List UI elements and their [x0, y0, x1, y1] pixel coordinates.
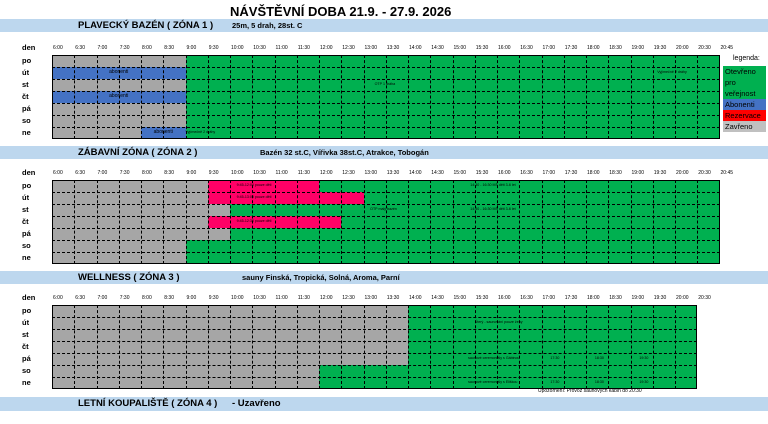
day-label: po	[22, 56, 32, 65]
time-header: 10:00	[231, 295, 244, 301]
column-divider	[275, 55, 276, 139]
time-header: 16:30	[520, 170, 533, 176]
column-divider	[542, 180, 543, 264]
day-label: čt	[22, 342, 29, 351]
schedule-note: 19:30	[639, 380, 649, 384]
schedule-note: OTP 1 dráha	[374, 82, 396, 86]
column-divider	[408, 305, 409, 389]
time-header: 18:00	[587, 45, 600, 51]
time-header: 8:00	[142, 170, 152, 176]
day-label: st	[22, 80, 29, 89]
column-divider	[97, 305, 98, 389]
zone-band	[0, 271, 768, 284]
time-header: 6:00	[53, 170, 63, 176]
column-divider	[430, 55, 431, 139]
time-header: 10:00	[231, 45, 244, 51]
schedule-note: 19:30	[639, 356, 649, 360]
zone-description: sauny Finská, Tropická, Solná, Aroma, Parní	[242, 273, 400, 282]
column-divider	[631, 305, 632, 389]
schedule-note: saunové ceremoniály s Eliškou	[468, 380, 518, 384]
column-divider	[386, 55, 387, 139]
zone-title: WELLNESS ( ZÓNA 3 )	[78, 272, 180, 283]
column-divider	[475, 180, 476, 264]
time-header: 11:00	[275, 170, 288, 176]
column-divider	[186, 55, 187, 139]
column-divider	[230, 305, 231, 389]
column-divider	[364, 55, 365, 139]
column-divider	[675, 305, 676, 389]
page-title: NÁVŠTĚVNÍ DOBA 21.9. - 27.9. 2026	[230, 4, 452, 19]
column-divider	[542, 55, 543, 139]
time-header: 14:00	[409, 170, 422, 176]
time-header: 13:30	[386, 170, 400, 176]
column-divider	[697, 180, 698, 264]
day-label: ne	[22, 378, 31, 387]
zone-description: Bazén 32 st.C, Vířivka 38st.C, Atrakce, Tobogán	[260, 148, 429, 157]
time-header: 8:00	[142, 45, 152, 51]
column-divider	[341, 180, 342, 264]
time-header: 7:00	[97, 170, 108, 176]
schedule-note: 14:30 - 16:30 MŠ děti 3-6 let	[470, 207, 516, 211]
time-header: 8:30	[164, 170, 174, 176]
schedule-note: OTP malý bazén	[370, 207, 397, 211]
column-divider	[230, 55, 231, 139]
row-divider	[52, 329, 697, 330]
time-header: 13:00	[364, 45, 378, 51]
time-header: 18:00	[587, 295, 600, 301]
schedule-note: 17:30	[550, 380, 560, 384]
zone-title: PLAVECKÝ BAZÉN ( ZÓNA 1 )	[78, 20, 214, 31]
time-header: 20:30	[698, 170, 711, 176]
day-label: út	[22, 318, 30, 327]
schedule-block	[52, 228, 208, 240]
column-divider	[186, 180, 187, 264]
time-header: 19:00	[631, 295, 645, 301]
schedule-block	[408, 329, 697, 341]
time-header: 12:00	[320, 295, 333, 301]
time-header: 6:00	[53, 295, 63, 301]
column-divider	[364, 180, 365, 264]
time-header: 9:30	[208, 45, 219, 51]
schedule-note: 14:30 - 16:30 MŠ děti 3-6 let	[470, 183, 516, 187]
column-divider	[564, 180, 565, 264]
column-divider	[653, 180, 654, 264]
column-divider	[475, 55, 476, 139]
column-divider	[430, 180, 431, 264]
time-header: 10:30	[253, 45, 266, 51]
time-header: 15:30	[475, 170, 489, 176]
column-divider	[297, 55, 298, 139]
time-header: 14:30	[431, 295, 444, 301]
column-divider	[230, 180, 231, 264]
schedule-note: saunové ceremoniály s Gábinou	[468, 356, 520, 360]
legend-heading: legenda:	[733, 55, 760, 62]
zone-band	[0, 19, 768, 32]
column-divider	[675, 180, 676, 264]
time-header: 15:00	[453, 45, 467, 51]
schedule-block	[319, 365, 697, 377]
column-divider	[564, 55, 565, 139]
column-divider	[519, 180, 520, 264]
day-label: út	[22, 68, 30, 77]
time-header: 10:30	[253, 295, 266, 301]
time-header: 6:30	[75, 170, 85, 176]
time-header: 18:30	[609, 295, 622, 301]
column-divider	[408, 180, 409, 264]
day-label: ne	[22, 128, 31, 137]
time-header: 11:30	[297, 45, 310, 51]
column-divider	[608, 180, 609, 264]
column-divider	[497, 55, 498, 139]
legend-abonenti: Abonenti	[723, 99, 766, 110]
time-header: 16:00	[498, 295, 511, 301]
time-header: 11:00	[275, 295, 288, 301]
column-divider	[341, 55, 342, 139]
day-label: po	[22, 181, 32, 190]
column-divider	[564, 305, 565, 389]
schedule-block	[341, 216, 719, 228]
time-header: 17:30	[564, 45, 578, 51]
schedule-block	[52, 180, 208, 192]
time-header: 14:30	[431, 45, 444, 51]
time-header: 16:30	[520, 295, 533, 301]
time-header: 13:30	[386, 45, 400, 51]
column-divider	[542, 305, 543, 389]
column-divider	[631, 180, 632, 264]
time-header: 17:30	[564, 295, 578, 301]
column-divider	[186, 305, 187, 389]
time-header: 15:30	[475, 295, 489, 301]
time-header: 20:45	[720, 170, 734, 176]
time-header: 18:00	[587, 170, 600, 176]
time-header: 7:00	[97, 295, 108, 301]
time-header: 12:30	[342, 295, 355, 301]
row-divider	[52, 317, 697, 318]
time-header: 20:00	[676, 45, 689, 51]
column-divider	[653, 55, 654, 139]
time-header: 6:00	[53, 45, 63, 51]
day-header: den	[22, 293, 36, 302]
zone4-status: - Uzavřeno	[232, 398, 281, 409]
day-label: út	[22, 193, 30, 202]
column-divider	[297, 180, 298, 264]
time-header: 18:30	[609, 45, 622, 51]
column-divider	[208, 55, 209, 139]
column-divider	[97, 180, 98, 264]
schedule-note: 18:30	[594, 356, 604, 360]
time-header: 7:30	[119, 45, 130, 51]
column-divider	[697, 55, 698, 139]
schedule-block	[52, 216, 208, 228]
day-label: st	[22, 330, 29, 339]
day-label: pá	[22, 104, 31, 113]
block-label: abonenti	[109, 69, 129, 75]
schedule-block	[208, 228, 230, 240]
column-divider	[319, 180, 320, 264]
time-header: 17:00	[542, 295, 556, 301]
time-header: 8:00	[142, 295, 152, 301]
time-header: 7:00	[97, 45, 108, 51]
zone4-title: LETNÍ KOUPALIŠTĚ ( ZÓNA 4 )	[78, 398, 218, 409]
time-header: 18:30	[609, 170, 622, 176]
time-header: 19:00	[631, 45, 645, 51]
column-divider	[208, 305, 209, 389]
column-divider	[408, 55, 409, 139]
time-header: 6:30	[75, 45, 85, 51]
row-divider	[52, 341, 697, 342]
schedule-note: 17:30	[550, 356, 560, 360]
time-header: 9:00	[186, 170, 197, 176]
schedule-block	[52, 204, 208, 216]
column-divider	[141, 180, 142, 264]
time-header: 17:00	[542, 45, 556, 51]
day-label: so	[22, 366, 31, 375]
column-divider	[386, 180, 387, 264]
column-divider	[386, 305, 387, 389]
schedule-block	[408, 341, 697, 353]
column-divider	[631, 55, 632, 139]
column-divider	[341, 305, 342, 389]
schedule-block	[52, 192, 208, 204]
schedule-note: 9:45-12:30 pouze děti	[236, 219, 272, 223]
time-header: 12:30	[342, 45, 355, 51]
column-divider	[163, 180, 164, 264]
column-divider	[586, 305, 587, 389]
time-header: 15:30	[475, 45, 489, 51]
time-header: 9:30	[208, 170, 219, 176]
row-divider	[52, 365, 697, 366]
time-header: 14:00	[409, 295, 422, 301]
block-label: abonenti	[153, 129, 173, 135]
column-divider	[453, 305, 454, 389]
day-label: so	[22, 116, 31, 125]
schedule-block	[208, 204, 230, 216]
time-header: 9:30	[208, 295, 219, 301]
day-label: čt	[22, 92, 29, 101]
column-divider	[608, 305, 609, 389]
legend-closed: Zavřeno	[723, 121, 766, 132]
column-divider	[430, 305, 431, 389]
column-divider	[297, 305, 298, 389]
zone4-band	[0, 397, 768, 411]
day-label: pá	[22, 229, 31, 238]
column-divider	[252, 305, 253, 389]
time-header: 19:30	[653, 45, 667, 51]
column-divider	[319, 55, 320, 139]
day-label: ne	[22, 253, 31, 262]
legend-open: Otevřeno pro veřejnost	[723, 66, 766, 99]
time-header: 7:30	[119, 170, 130, 176]
time-header: 10:00	[231, 170, 244, 176]
zone-band	[0, 146, 768, 159]
column-divider	[586, 55, 587, 139]
schedule-note: Vyjímečně 2 dráhy	[657, 70, 687, 74]
time-header: 20:00	[676, 170, 689, 176]
column-divider	[275, 305, 276, 389]
time-header: 9:00	[186, 295, 197, 301]
schedule-block	[208, 192, 364, 204]
time-header: 13:00	[364, 295, 378, 301]
day-header: den	[22, 168, 36, 177]
time-header: 20:30	[698, 295, 711, 301]
column-divider	[653, 305, 654, 389]
time-header: 19:30	[653, 170, 667, 176]
time-header: 20:30	[698, 45, 711, 51]
schedule-block	[408, 305, 697, 317]
time-header: 16:30	[520, 45, 533, 51]
day-header: den	[22, 43, 36, 52]
column-divider	[319, 305, 320, 389]
time-header: 14:00	[409, 45, 422, 51]
time-header: 16:00	[498, 170, 511, 176]
time-header: 19:00	[631, 170, 645, 176]
time-header: 16:00	[498, 45, 511, 51]
column-divider	[252, 55, 253, 139]
column-divider	[497, 180, 498, 264]
schedule-block	[408, 317, 697, 329]
day-label: so	[22, 241, 31, 250]
time-header: 19:30	[653, 295, 667, 301]
day-label: po	[22, 306, 32, 315]
column-divider	[275, 180, 276, 264]
time-header: 7:30	[119, 295, 130, 301]
column-divider	[119, 180, 120, 264]
time-header: 12:00	[320, 170, 333, 176]
time-header: 8:30	[164, 45, 174, 51]
time-header: 8:30	[164, 295, 174, 301]
time-header: 12:30	[342, 170, 355, 176]
day-label: st	[22, 205, 29, 214]
time-header: 11:00	[275, 45, 288, 51]
schedule-note: Úterý - saunování pouze ženy	[474, 320, 523, 324]
column-divider	[163, 305, 164, 389]
time-header: 11:30	[297, 170, 310, 176]
column-divider	[453, 180, 454, 264]
column-divider	[141, 305, 142, 389]
column-divider	[208, 180, 209, 264]
day-label: pá	[22, 354, 31, 363]
zone-title: ZÁBAVNÍ ZÓNA ( ZÓNA 2 )	[78, 147, 198, 158]
schedule-note: 9:45-13:00 pouze děti	[236, 195, 272, 199]
time-header: 15:00	[453, 170, 467, 176]
time-header: 13:30	[386, 295, 400, 301]
time-header: 17:00	[542, 170, 556, 176]
time-header: 12:00	[320, 45, 333, 51]
wellness-note: Upozornění: Provoz saunových kabin do 20:30	[538, 388, 642, 394]
column-divider	[453, 55, 454, 139]
column-divider	[519, 55, 520, 139]
column-divider	[74, 180, 75, 264]
time-header: 11:30	[297, 295, 310, 301]
schedule-note: Vyjímečně 2 dráhy	[185, 130, 216, 134]
schedule-note: 9:45-12:00 pouze děti	[236, 183, 272, 187]
column-divider	[608, 55, 609, 139]
time-header: 20:45	[720, 45, 734, 51]
column-divider	[119, 305, 120, 389]
time-header: 15:00	[453, 295, 467, 301]
time-header: 14:30	[431, 170, 444, 176]
day-label: čt	[22, 217, 29, 226]
time-header: 17:30	[564, 170, 578, 176]
block-label: abonenti	[109, 93, 129, 99]
time-header: 20:00	[676, 295, 689, 301]
schedule-note: 18:30	[594, 380, 604, 384]
time-header: 9:00	[186, 45, 197, 51]
zone-description: 25m, 5 drah, 28st. C	[232, 21, 303, 30]
time-header: 13:00	[364, 170, 378, 176]
legend	[723, 55, 766, 135]
time-header: 10:30	[253, 170, 266, 176]
column-divider	[586, 180, 587, 264]
column-divider	[74, 305, 75, 389]
legend-reserved: Rezervace	[723, 110, 766, 121]
column-divider	[364, 305, 365, 389]
time-header: 6:30	[75, 295, 85, 301]
